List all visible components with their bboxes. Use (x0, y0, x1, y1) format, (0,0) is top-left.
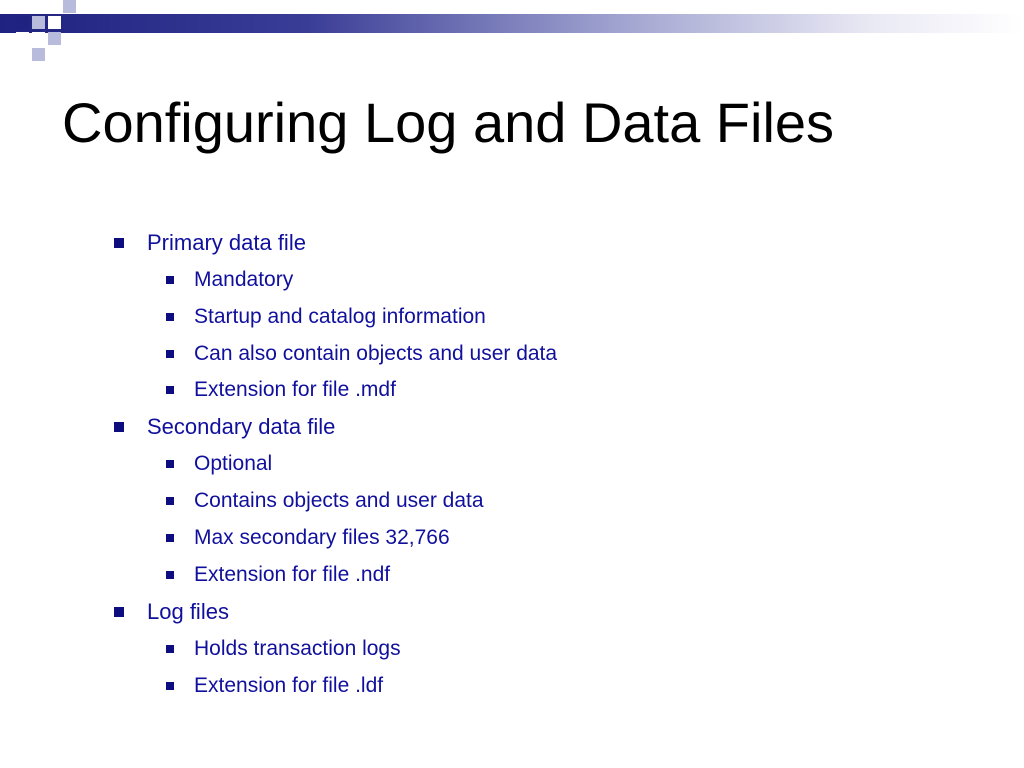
sub-bullet-label: Can also contain objects and user data (194, 342, 558, 365)
sub-bullet (166, 302, 486, 332)
sub-bullet-label: Max secondary files 32,766 (194, 526, 450, 549)
sub-bullet-label: Mandatory (194, 268, 294, 291)
square-bullet-icon (166, 534, 174, 542)
bullet-label: Log files (147, 599, 229, 624)
bullet-primary-data-file (114, 228, 306, 258)
bullet-log-files (114, 597, 229, 627)
sub-bullet (166, 449, 272, 479)
sub-bullet-label: Holds transaction logs (194, 637, 401, 660)
square-bullet-icon (114, 422, 124, 432)
sub-bullet (166, 634, 401, 664)
square-bullet-icon (166, 497, 174, 505)
square-bullet-icon (114, 238, 124, 248)
square-bullet-icon (114, 607, 124, 617)
sub-bullet (166, 523, 450, 553)
sub-bullet (166, 265, 293, 295)
sub-bullet (166, 339, 557, 369)
square-bullet-icon (166, 386, 174, 394)
sub-bullet-label: Optional (194, 452, 273, 475)
sub-bullet-label: Extension for file .ldf (194, 674, 384, 697)
slide-title: Configuring Log and Data Files (62, 91, 835, 154)
square-bullet-icon (166, 350, 174, 358)
square-bullet-icon (166, 313, 174, 321)
sub-bullet-label: Startup and catalog information (194, 305, 486, 328)
sub-bullet-label: Contains objects and user data (194, 489, 484, 512)
bullet-secondary-data-file (114, 412, 335, 442)
square-bullet-icon (166, 571, 174, 579)
square-bullet-icon (166, 645, 174, 653)
bullet-label: Secondary data file (147, 414, 336, 439)
sub-bullet-label: Extension for file .ndf (194, 563, 391, 586)
square-bullet-icon (166, 460, 174, 468)
bullet-label: Primary data file (147, 230, 306, 255)
sub-bullet (166, 560, 390, 590)
square-bullet-icon (166, 276, 174, 284)
sub-bullet-label: Extension for file .mdf (194, 378, 396, 401)
sub-bullet (166, 671, 383, 701)
square-bullet-icon (166, 682, 174, 690)
sub-bullet (166, 375, 396, 405)
sub-bullet (166, 486, 484, 516)
